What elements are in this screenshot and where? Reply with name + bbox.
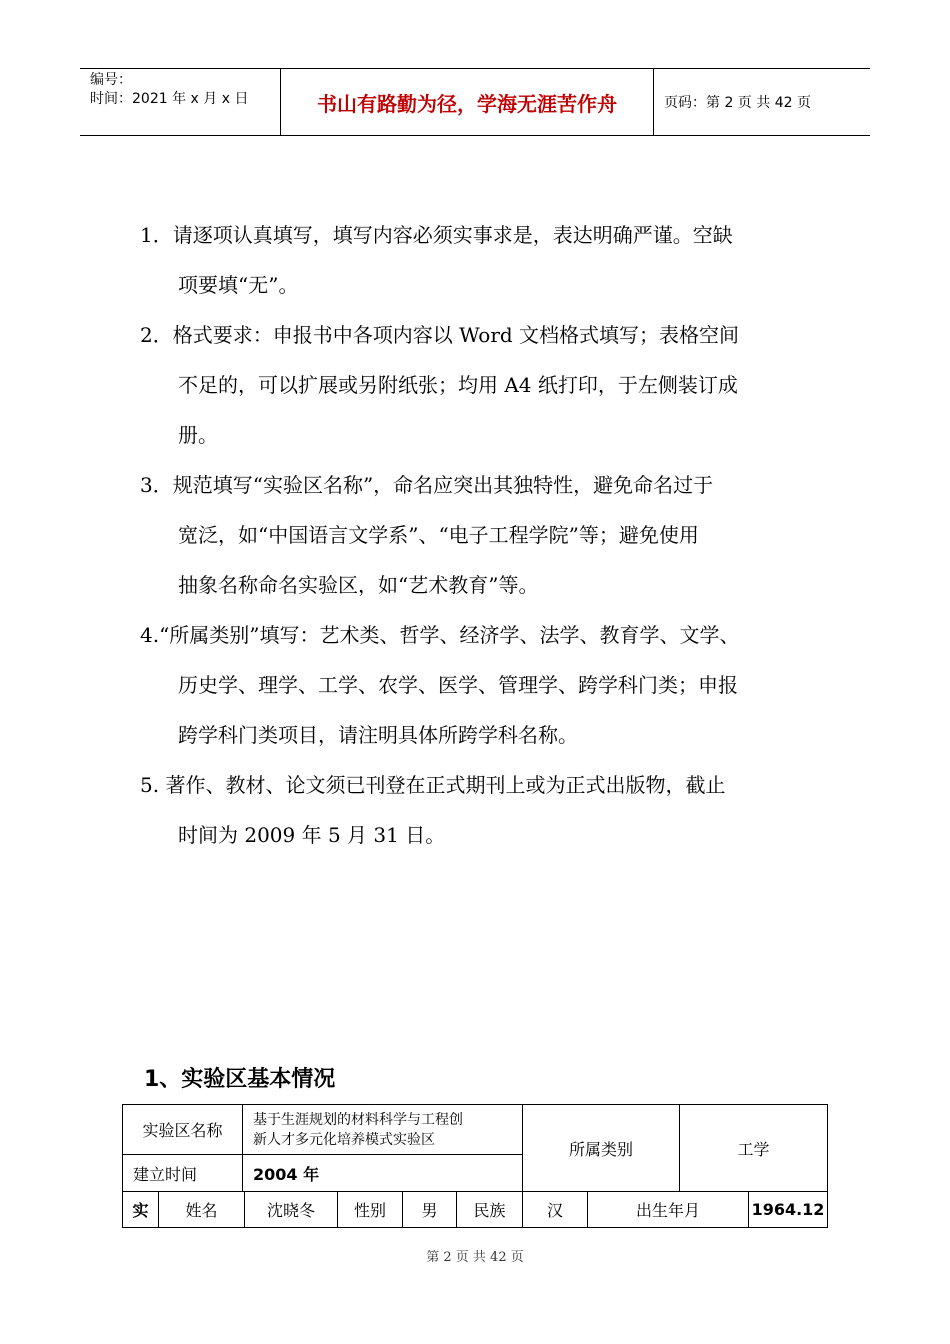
instruction-line: 3．规范填写“实验区名称”，命名应突出其独特性，避免命名过于 bbox=[140, 473, 714, 497]
instruction-line: 不足的，可以扩展或另附纸张；均用 A4 纸打印，于左侧装订成 bbox=[178, 373, 738, 397]
gender-value: 男 bbox=[421, 1201, 438, 1220]
instruction-line: 2．格式要求：申报书中各项内容以 Word 文档格式填写；表格空间 bbox=[140, 323, 740, 347]
instruction-line: 项要填“无”。 bbox=[178, 273, 299, 297]
ethnicity-label: 民族 bbox=[473, 1201, 506, 1220]
birth-value: 1964.12 bbox=[751, 1200, 825, 1219]
instruction-line: 4.“所属类别”填写：艺术类、哲学、经济学、法学、教育学、文学、 bbox=[140, 623, 740, 647]
instruction-line: 跨学科门类项目，请注明具体所跨学科名称。 bbox=[178, 723, 578, 747]
instruction-item bbox=[140, 210, 830, 310]
header-page-info: 页码：第 2 页 共 42 页 bbox=[664, 95, 811, 111]
category-value: 工学 bbox=[737, 1139, 770, 1159]
basic-info-table bbox=[122, 1104, 828, 1228]
instruction-line: 册。 bbox=[178, 423, 218, 447]
number-label: 编号： bbox=[90, 72, 132, 88]
founded-value: 2004 年 bbox=[253, 1164, 320, 1184]
page-footer: 第 2 页 共 42 页 bbox=[426, 1250, 524, 1265]
instruction-item bbox=[140, 310, 830, 460]
instructions bbox=[140, 210, 830, 860]
page-header bbox=[80, 68, 870, 136]
time-label: 时间：2021 年 x 月 x 日 bbox=[90, 91, 249, 107]
name-value bbox=[243, 1105, 522, 1154]
header-motto: 书山有路勤为径，学海无涯苦作舟 bbox=[317, 91, 617, 116]
ethnicity-value: 汉 bbox=[546, 1201, 563, 1220]
category-label: 所属类别 bbox=[568, 1139, 633, 1159]
instruction-item bbox=[140, 460, 830, 610]
founded-label: 建立时间 bbox=[133, 1164, 198, 1184]
instruction-line: 历史学、理学、工学、农学、医学、管理学、跨学科门类；申报 bbox=[178, 673, 738, 697]
birth-label: 出生年月 bbox=[635, 1201, 700, 1220]
instruction-item bbox=[140, 610, 830, 760]
row-header: 实 bbox=[132, 1201, 149, 1220]
instruction-line: 5. 著作、教材、论文须已刊登在正式期刊上或为正式出版物，截止 bbox=[140, 773, 726, 797]
instruction-line: 1．请逐项认真填写，填写内容必须实事求是，表达明确严谨。空缺 bbox=[140, 223, 733, 247]
person-name-label: 姓名 bbox=[185, 1201, 218, 1220]
instruction-line: 时间为 2009 年 5 月 31 日。 bbox=[178, 823, 446, 847]
section-title: 1、实验区基本情况 bbox=[144, 1067, 336, 1092]
gender-label: 性别 bbox=[353, 1201, 386, 1220]
instruction-item bbox=[140, 760, 830, 860]
name-value-line: 基于生涯规划的材料科学与工程创 bbox=[253, 1111, 463, 1128]
header-meta bbox=[80, 69, 280, 135]
person-name-value: 沈晓冬 bbox=[266, 1201, 315, 1220]
name-label: 实验区名称 bbox=[142, 1121, 223, 1140]
instruction-line: 宽泛，如“中国语言文学系”、“电子工程学院”等；避免使用 bbox=[178, 523, 699, 547]
instruction-line: 抽象名称命名实验区，如“艺术教育”等。 bbox=[178, 573, 539, 597]
name-value-line: 新人才多元化培养模式实验区 bbox=[253, 1131, 435, 1148]
